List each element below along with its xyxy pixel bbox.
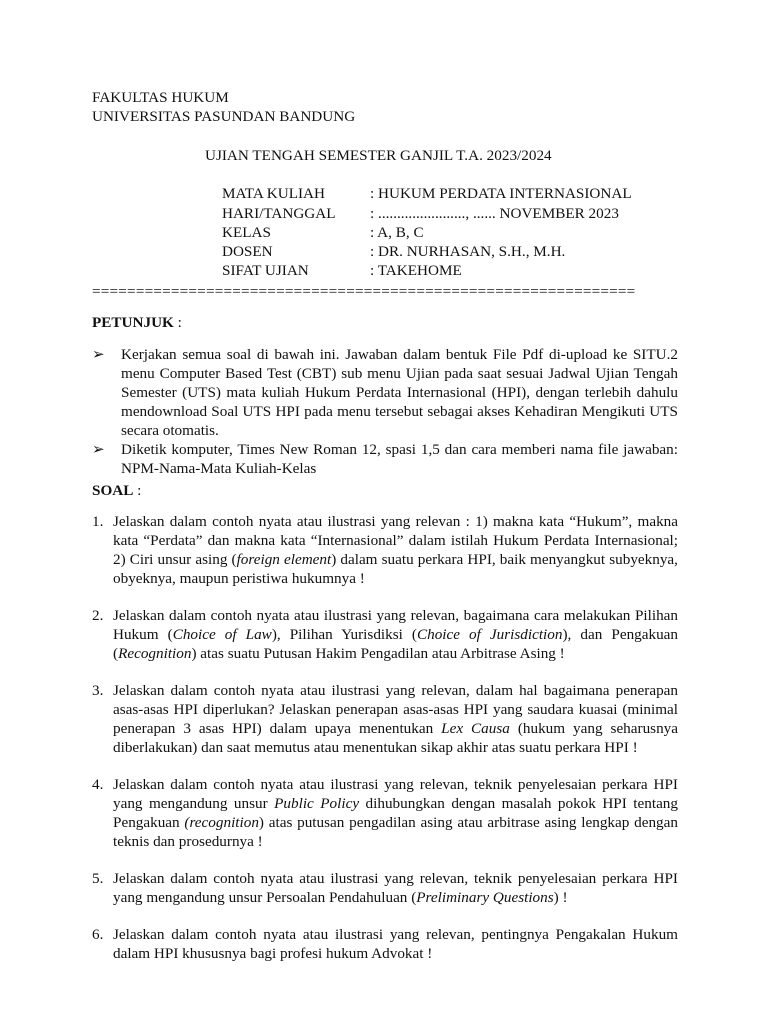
info-label: DOSEN: [222, 243, 273, 260]
question-text-segment: ), Pilihan Yurisdiksi (: [271, 626, 417, 643]
question-number: 3.: [92, 682, 104, 699]
info-row-class: [222, 223, 424, 242]
question-italic-term: (recognition: [184, 814, 259, 831]
question-text-segment: Jelaskan dalam contoh nyata atau ilustrasi yang relevan, pentingnya Pengakalan Hukum dalam HPI khususnya bagi profesi hukum Advokat !: [113, 926, 678, 962]
question-number: 4.: [92, 776, 104, 793]
questions-heading: [92, 481, 141, 500]
question-text: [113, 776, 678, 850]
question-italic-term: Recognition: [118, 645, 192, 662]
question-item: [92, 869, 678, 907]
faculty-name: FAKULTAS HUKUM: [92, 89, 229, 106]
question-number: 6.: [92, 926, 104, 943]
question-text: [113, 870, 678, 906]
question-italic-term: Preliminary Questions: [416, 889, 554, 906]
question-text-segment: (hukum yang seharusnya diberlakukan) dan saat memutus atau menentukan sikap akhir atas suatu perkara HPI !: [113, 720, 679, 756]
info-value: : A, B, C: [370, 224, 424, 241]
question-italic-term: Choice of Law: [172, 626, 272, 643]
info-row-date: [222, 204, 619, 223]
instructions-heading-colon: :: [173, 314, 182, 331]
list-item: [92, 440, 678, 478]
info-label: MATA KULIAH: [222, 185, 325, 202]
info-value: : HUKUM PERDATA INTERNASIONAL: [370, 185, 632, 202]
question-number: 2.: [92, 607, 104, 624]
question-item: [92, 681, 678, 757]
question-text-segment: Jelaskan dalam contoh nyata atau ilustrasi yang relevan, bagaimana cara melakukan Pilihan Hukum (: [113, 607, 678, 643]
question-item: [92, 775, 678, 851]
instructions-list: [92, 345, 678, 478]
question-italic-term: Lex Causa: [441, 720, 510, 737]
instructions-heading: [92, 313, 182, 332]
questions-list: [92, 512, 678, 981]
info-value: : ......................., ...... NOVEMBER 2023: [370, 205, 619, 222]
question-italic-term: Choice of Jurisdiction: [416, 626, 563, 643]
info-row-course: [222, 184, 632, 203]
instructions-heading-label: PETUNJUK: [92, 314, 174, 331]
question-text: [113, 682, 678, 756]
instruction-text: Kerjakan semua soal di bawah ini. Jawaban dalam bentuk File Pdf di-upload ke SITU.2 menu Computer Based Test (CBT) sub menu Ujian pada saat sesuai Jadwal Ujian Tengah Semester (UTS) mata kuliah Hukum Perdata Internasional (HPI), dengan terlebih dahulu mendownload Soal UTS HPI pada menu tersebut sebagai akses Kehadiran Mengikuti UTS secara otomatis.: [121, 346, 678, 439]
info-label: HARI/TANGGAL: [222, 205, 336, 222]
question-text-segment: Jelaskan dalam contoh nyata atau ilustrasi yang relevan, teknik penyelesaian perkara HPI yang mengandung unsur: [113, 776, 678, 812]
questions-heading-label: SOAL: [92, 482, 134, 499]
question-text-segment: ), dan Pengakuan (: [113, 626, 679, 662]
question-text: [113, 926, 678, 962]
arrow-bullet-icon: ➢: [92, 346, 105, 363]
question-text-segment: ) atas putusan pengadilan asing atau arbitrase asing lengkap dengan teknis dan prosedurnya !: [113, 814, 678, 850]
exam-title: UJIAN TENGAH SEMESTER GANJIL T.A. 2023/2024: [205, 147, 552, 164]
questions-heading-colon: :: [133, 482, 142, 499]
info-value: : TAKEHOME: [370, 262, 462, 279]
instruction-text: Diketik komputer, Times New Roman 12, spasi 1,5 dan cara memberi nama file jawaban: NPM-Nama-Mata Kuliah-Kelas: [121, 441, 678, 477]
question-text-segment: Jelaskan dalam contoh nyata atau ilustrasi yang relevan : 1) makna kata “Hukum”, makna kata “Perdata” dan makna kata “Internasional” dalam istilah Hukum Perdata Internasional; 2) Ciri unsur asing (: [113, 513, 678, 568]
info-row-exam-type: [222, 261, 462, 280]
question-text-segment: ) dalam suatu perkara HPI, baik menyangkut subyeknya, obyeknya, maupun peristiwa hukumnya !: [113, 551, 678, 587]
info-row-lecturer: [222, 242, 565, 261]
question-text-segment: dihubungkan dengan masalah pokok HPI tentang Pengakuan: [113, 795, 678, 831]
question-text-segment: ) !: [553, 889, 568, 906]
info-label: SIFAT UJIAN: [222, 262, 309, 279]
question-number: 5.: [92, 870, 104, 887]
question-italic-term: foreign element: [236, 551, 332, 568]
question-item: [92, 512, 678, 588]
question-italic-term: Public Policy: [274, 795, 360, 812]
question-item: [92, 925, 678, 963]
question-text: [113, 513, 678, 587]
info-value: : DR. NURHASAN, S.H., M.H.: [370, 243, 566, 260]
arrow-bullet-icon: ➢: [92, 441, 105, 458]
question-text-segment: Jelaskan dalam contoh nyata atau ilustrasi yang relevan, dalam hal bagaimana penerapan asas-asas HPI diperlukan? Jelaskan penerapan asas-asas HPI yang saudara kuasai (minimal penerapan 3 asas HPI) dalam upaya menentukan: [113, 682, 678, 737]
question-text: [113, 607, 678, 662]
question-text-segment: Jelaskan dalam contoh nyata atau ilustrasi yang relevan, teknik penyelesaian perkara HPI yang mengandung unsur Persoalan Pendahuluan (: [113, 870, 678, 906]
list-item: [92, 345, 678, 440]
university-name: UNIVERSITAS PASUNDAN BANDUNG: [92, 108, 356, 125]
question-item: [92, 606, 678, 663]
info-label: KELAS: [222, 224, 271, 241]
separator-rule: ==============================================================: [92, 283, 636, 300]
question-number: 1.: [92, 513, 104, 530]
question-text-segment: ) atas suatu Putusan Hakim Pengadilan atau Arbitrase Asing !: [191, 645, 565, 662]
